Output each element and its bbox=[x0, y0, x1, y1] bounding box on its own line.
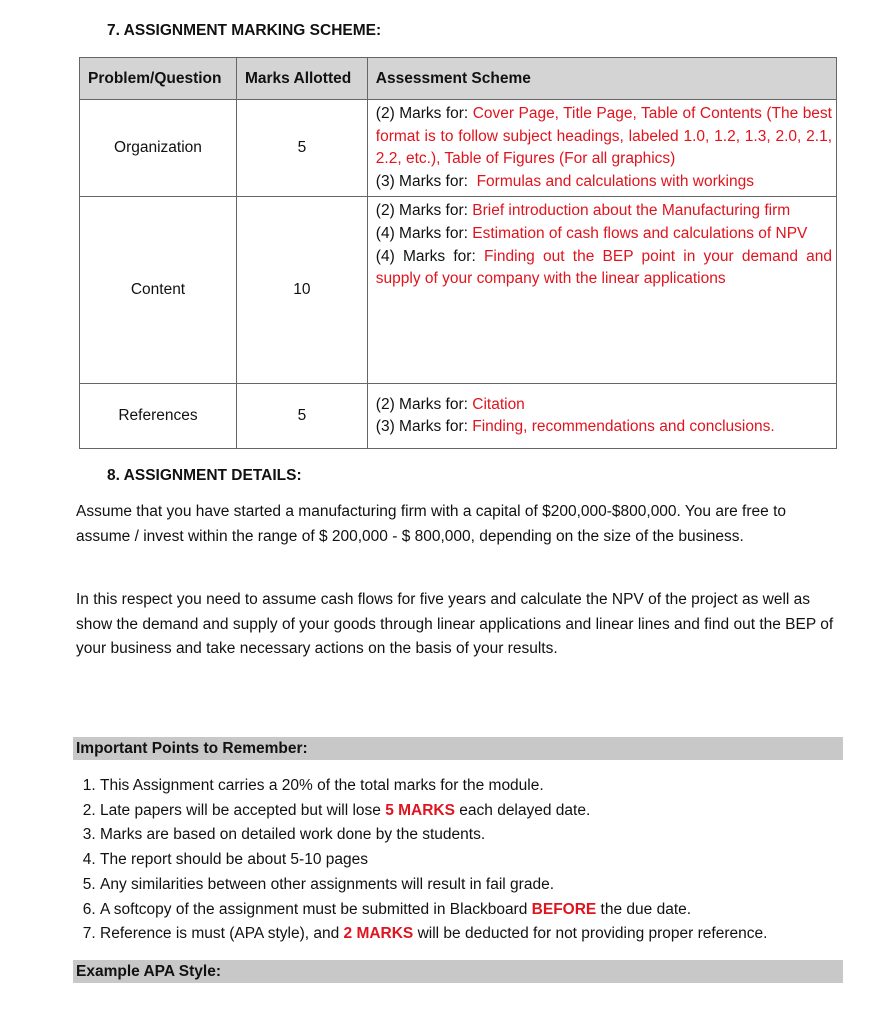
details-paragraph-1: Assume that you have started a manufacturing firm with a capital of $200,000-$800,000. You are free to assume / invest within the range of $ 200,000 - $ 800,000, depending on the size of the business. bbox=[76, 503, 786, 545]
header-problem: Problem/Question bbox=[80, 58, 237, 100]
marks-criteria: Cover Page, Title Page, Table of Contents (The best format is to follow subject headings, labeled 1.0, 1.2, 1.3, 2.0, 2.1, 2.2, etc.), Table of Figures (For all graphics) bbox=[375, 105, 832, 168]
list-item: 4. The report should be about 5-10 pages bbox=[100, 848, 880, 873]
example-apa-heading: Example APA Style: bbox=[73, 960, 843, 983]
section-7-heading: 7. ASSIGNMENT MARKING SCHEME: bbox=[107, 22, 382, 39]
list-item: 2. Late papers will be accepted but will lose 5 MARKS each delayed date. bbox=[100, 799, 880, 824]
marks-prefix: (2) Marks for: bbox=[375, 202, 473, 220]
marks-prefix: (4) Marks for: bbox=[375, 224, 473, 242]
marks-cell: 10 bbox=[236, 197, 367, 384]
marks-prefix: (4) Marks for: bbox=[375, 247, 484, 265]
details-paragraph-2: In this respect you need to assume cash flows for five years and calculate the NPV of the project as well as show the demand and supply of your goods through linear applications and linear lines and find out the BEP of your business and take necessary actions on the basis of your results. bbox=[76, 591, 834, 657]
marks-cell: 5 bbox=[236, 384, 367, 449]
table-row bbox=[80, 100, 837, 197]
list-item: 1. This Assignment carries a 20% of the total marks for the module. bbox=[100, 774, 880, 799]
marks-prefix: (3) Marks for: bbox=[375, 418, 473, 436]
important-points-heading: Important Points to Remember: bbox=[73, 737, 843, 760]
marks-criteria: Finding out the BEP point in your demand and supply of your company with the linear applications bbox=[375, 247, 833, 288]
marks-criteria: Finding, recommendations and conclusions. bbox=[472, 418, 775, 436]
assessment-cell bbox=[367, 100, 836, 197]
problem-cell: Content bbox=[80, 197, 237, 384]
list-item: 6. A softcopy of the assignment must be submitted in Blackboard BEFORE the due date. bbox=[100, 898, 880, 923]
marks-criteria: Estimation of cash flows and calculations of NPV bbox=[472, 224, 808, 242]
marking-scheme-table bbox=[79, 57, 837, 449]
header-marks: Marks Allotted bbox=[236, 58, 367, 100]
problem-cell: References bbox=[80, 384, 237, 449]
important-points-list bbox=[76, 774, 880, 947]
header-assessment: Assessment Scheme bbox=[367, 58, 836, 100]
table-header-row bbox=[80, 58, 837, 100]
assessment-cell bbox=[367, 197, 836, 384]
marks-criteria: Citation bbox=[472, 395, 525, 413]
marks-criteria: Brief introduction about the Manufacturing firm bbox=[472, 202, 791, 220]
list-item: 3. Marks are based on detailed work done by the students. bbox=[100, 823, 880, 848]
assessment-cell bbox=[367, 384, 836, 449]
marks-prefix: (2) Marks for: bbox=[375, 105, 473, 122]
problem-cell: Organization bbox=[80, 100, 237, 197]
marks-cell: 5 bbox=[236, 100, 367, 197]
table-row bbox=[80, 197, 837, 384]
marks-prefix: (3) Marks for: bbox=[375, 172, 477, 190]
section-8-heading: 8. ASSIGNMENT DETAILS: bbox=[107, 467, 302, 484]
list-item: 7. Reference is must (APA style), and 2 MARKS will be deducted for not providing proper reference. bbox=[100, 922, 880, 947]
marks-criteria: Formulas and calculations with workings bbox=[476, 172, 754, 190]
table-row bbox=[80, 384, 837, 449]
list-item: 5. Any similarities between other assignments will result in fail grade. bbox=[100, 873, 880, 898]
marks-prefix: (2) Marks for: bbox=[375, 395, 473, 413]
